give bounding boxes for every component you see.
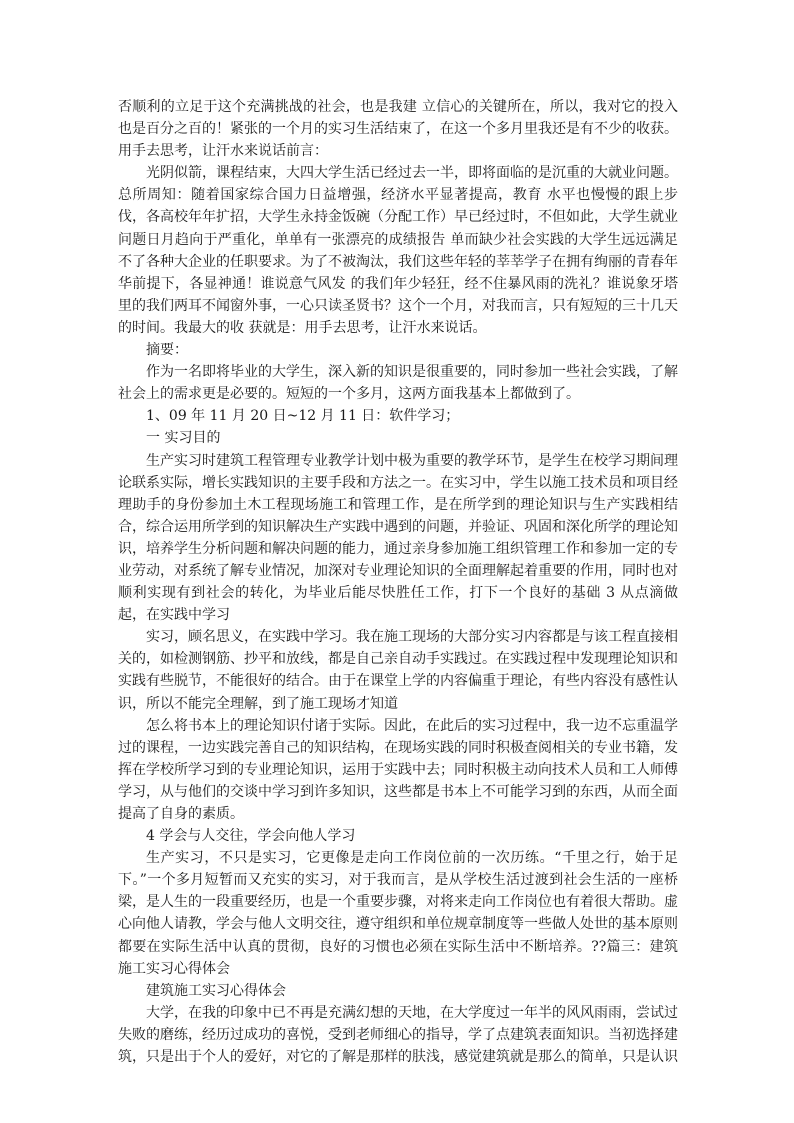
paragraph: 作为一名即将毕业的大学生，深入新的知识是很重要的，同时参加一些社会实践，了解社会上的需求更是必要的。短短的一个多月，这两方面我基本上都做到了。 (118, 364, 678, 403)
paragraph: 大学，在我的印象中已不再是充满幻想的天地，在大学度过一年半的风风雨雨，尝试过失败的磨练，经历过成功的喜悦，受到老师细心的指导，学了点建筑表面知识。当初选择建筑，只是出于个人的爱好，对它的了解是那样的肤浅，感觉建筑就是那么的简单，只是认识 (118, 1004, 678, 1066)
paragraph: 生产实习时建筑工程管理专业教学计划中极为重要的教学环节，是学生在校学习期间理论联系实际，增长实践知识的主要手段和方法之一。在实习中，学生以施工技术员和项目经理助手的身份参加土木工程现场施工和管理工作，是在所学到的理论知识与生产实践相结合，综合运用所学到的知识解决生产实践中遇到的问题，并验证、巩固和深化所学的理论知识，培养学生分析问题和解决问题的能力，通过亲身参加施工组织管理工作和参加一定的专业劳动，对系统了解专业情况，加深对专业理论知识的全面理解起着重要的作用，同时也对顺利实现有到社会的转化，为毕业后能尽快胜任工作，打下一个良好的基础 3 从点滴做起，在实践中学习 (118, 452, 678, 624)
paragraph: 实习，顾名思义，在实践中学习。我在施工现场的大部分实习内容都是与该工程直接相关的，如检测钢筋、抄平和放线，都是自己亲自动手实践过。在实践过程中发现理论知识和实践有些脱节，不能很好的结合。由于在课堂上学的内容偏重于理论，有些内容没有感性认识，所以不能完全理解，到了施工现场才知道 (118, 629, 678, 712)
section-heading: 4 学会与人交往，学会向他人学习 (146, 828, 356, 845)
paragraph: 否顺利的立足于这个充满挑战的社会，也是我建 立信心的关键所在，所以，我对它的投入也是百分之百的！紧张的一个月的实习生活结束了，在这一个多月里我还是有不少的收获。用手去思考，让汗水来说话前言： (118, 99, 678, 160)
paragraph: 怎么将书本上的理论知识付诸于实际。因此，在此后的实习过程中，我一边不忘重温学过的课程，一边实践完善自己的知识结构，在现场实践的同时积极查阅相关的专业书籍，发挥在学校所学习到的专业理论知识，运用于实践中去；同时积极主动向技术人员和工人师傅学习，从与他们的交谈中学习到许多知识，这些都是书本上不可能学习到的东西，从而全面提高了自身的素质。 (118, 717, 678, 822)
list-item: 1、09 年 11 月 20 日~12 月 11 日：软件学习； (146, 408, 460, 425)
section-heading: 建筑施工实习心得体会 (146, 982, 286, 999)
document-body (118, 96, 678, 1068)
section-heading: 摘要： (146, 342, 188, 359)
section-heading: 一 实习目的 (146, 430, 221, 447)
paragraph: 生产实习，不只是实习，它更像是走向工作岗位前的一次历练。“千里之行，始于足下。”一个多月短暂而又充实的实习，对于我而言，是从学校生活过渡到社会生活的一座桥梁，是人生的一段重要经历，也是一个重要步骤，对将来走向工作岗位也有着很大帮助。虚心向他人请教，学会与他人文明交往，遵守组织和单位规章制度等一些做人处世的基本原则都要在实际生活中认真的贯彻，良好的习惯也必须在实际生活中不断培养。??篇三：建筑施工实习心得体会 (118, 850, 678, 977)
paragraph: 光阴似箭，课程结束，大四大学生活已经过去一半，即将面临的是沉重的大就业问题。总所周知：随着国家综合国力日益增强，经济水平显著提高，教育 水平也慢慢的跟上步伐，各高校年年扩招，大学生永持金饭碗（分配工作）早已经过时，不但如此，大学生就业问题日月趋向于严重化，单单有一张漂亮的成绩报告 单而缺少社会实践的大学生远远满足不了各种大企业的任职要求。为了不被淘汰，我们这些年轻的莘莘学子在拥有绚丽的青春年华前提下，各显神通！谁说意气风发 的我们年少轻狂，经不住暴风雨的洗礼？谁说象牙塔里的我们两耳不闻窗外事，一心只读圣贤书？这个一个月，对我而言，只有短短的三十几天的时间。我最大的收 获就是：用手去思考，让汗水来说话。 (118, 165, 678, 336)
